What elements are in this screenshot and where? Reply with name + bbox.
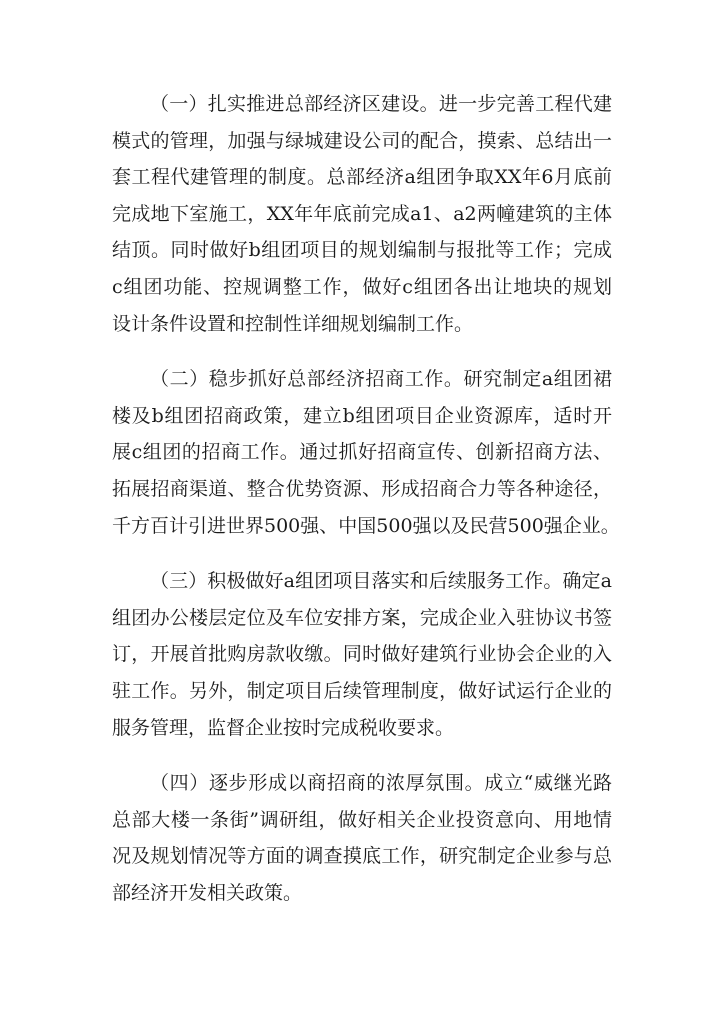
paragraph-line: 模式的管理，加强与绿城建设公司的配合，摸索、总结出一 — [112, 129, 612, 152]
paragraph-3 — [112, 563, 612, 746]
paragraph-line: 况及规划情况等方面的调查摸底工作，研究制定企业参与总 — [112, 845, 612, 868]
paragraph-line: 总部大楼一条街”调研组，做好相关企业投资意向、用地情 — [112, 808, 612, 831]
paragraph-line: c组团功能、控规调整工作，做好c组团各出让地块的规划 — [112, 275, 612, 298]
paragraph-line: 订，开展首批购房款收缴。同时做好建筑行业协会企业的入 — [112, 643, 612, 666]
paragraph-line: （二）稳步抓好总部经济招商工作。研究制定a组团裙 — [150, 368, 612, 391]
paragraph-2 — [112, 361, 620, 544]
paragraph-line: 千方百计引进世界500强、中国500强以及民营500强企业。 — [112, 514, 620, 537]
paragraph-line: 套工程代建管理的制度。总部经济a组团争取XX年6月底前 — [112, 166, 612, 189]
document-body — [112, 86, 620, 930]
paragraph-line: （四）逐步形成以商招商的浓厚氛围。成立“威继光路 — [150, 772, 612, 795]
paragraph-line: （三）积极做好a组团项目落实和后续服务工作。确定a — [150, 570, 612, 593]
paragraph-line: （一）扎实推进总部经济区建设。进一步完善工程代建 — [150, 93, 612, 115]
paragraph-line: 组团办公楼层定位及车位安排方案，完成企业入驻协议书签 — [112, 606, 612, 629]
paragraph-line: 结顶。同时做好b组团项目的规划编制与报批等工作；完成 — [112, 239, 612, 262]
paragraph-line: 部经济开发相关政策。 — [112, 881, 303, 904]
paragraph-line: 展c组团的招商工作。通过抓好招商宣传、创新招商方法、 — [112, 441, 612, 464]
paragraph-line: 设计条件设置和控制性详细规划编制工作。 — [112, 312, 474, 335]
paragraph-line: 驻工作。另外，制定项目后续管理制度，做好试运行企业的 — [112, 679, 612, 702]
paragraph-line: 服务管理，监督企业按时完成税收要求。 — [112, 716, 455, 739]
paragraph-1 — [112, 86, 612, 342]
paragraph-line: 完成地下室施工，XX年年底前完成a1、a2两幢建筑的主体 — [112, 202, 612, 225]
paragraph-4 — [112, 765, 612, 911]
paragraph-line: 楼及b组团招商政策，建立b组团项目企业资源库，适时开 — [112, 404, 612, 427]
paragraph-line: 拓展招商渠道、整合优势资源、形成招商合力等各种途径， — [112, 477, 612, 500]
